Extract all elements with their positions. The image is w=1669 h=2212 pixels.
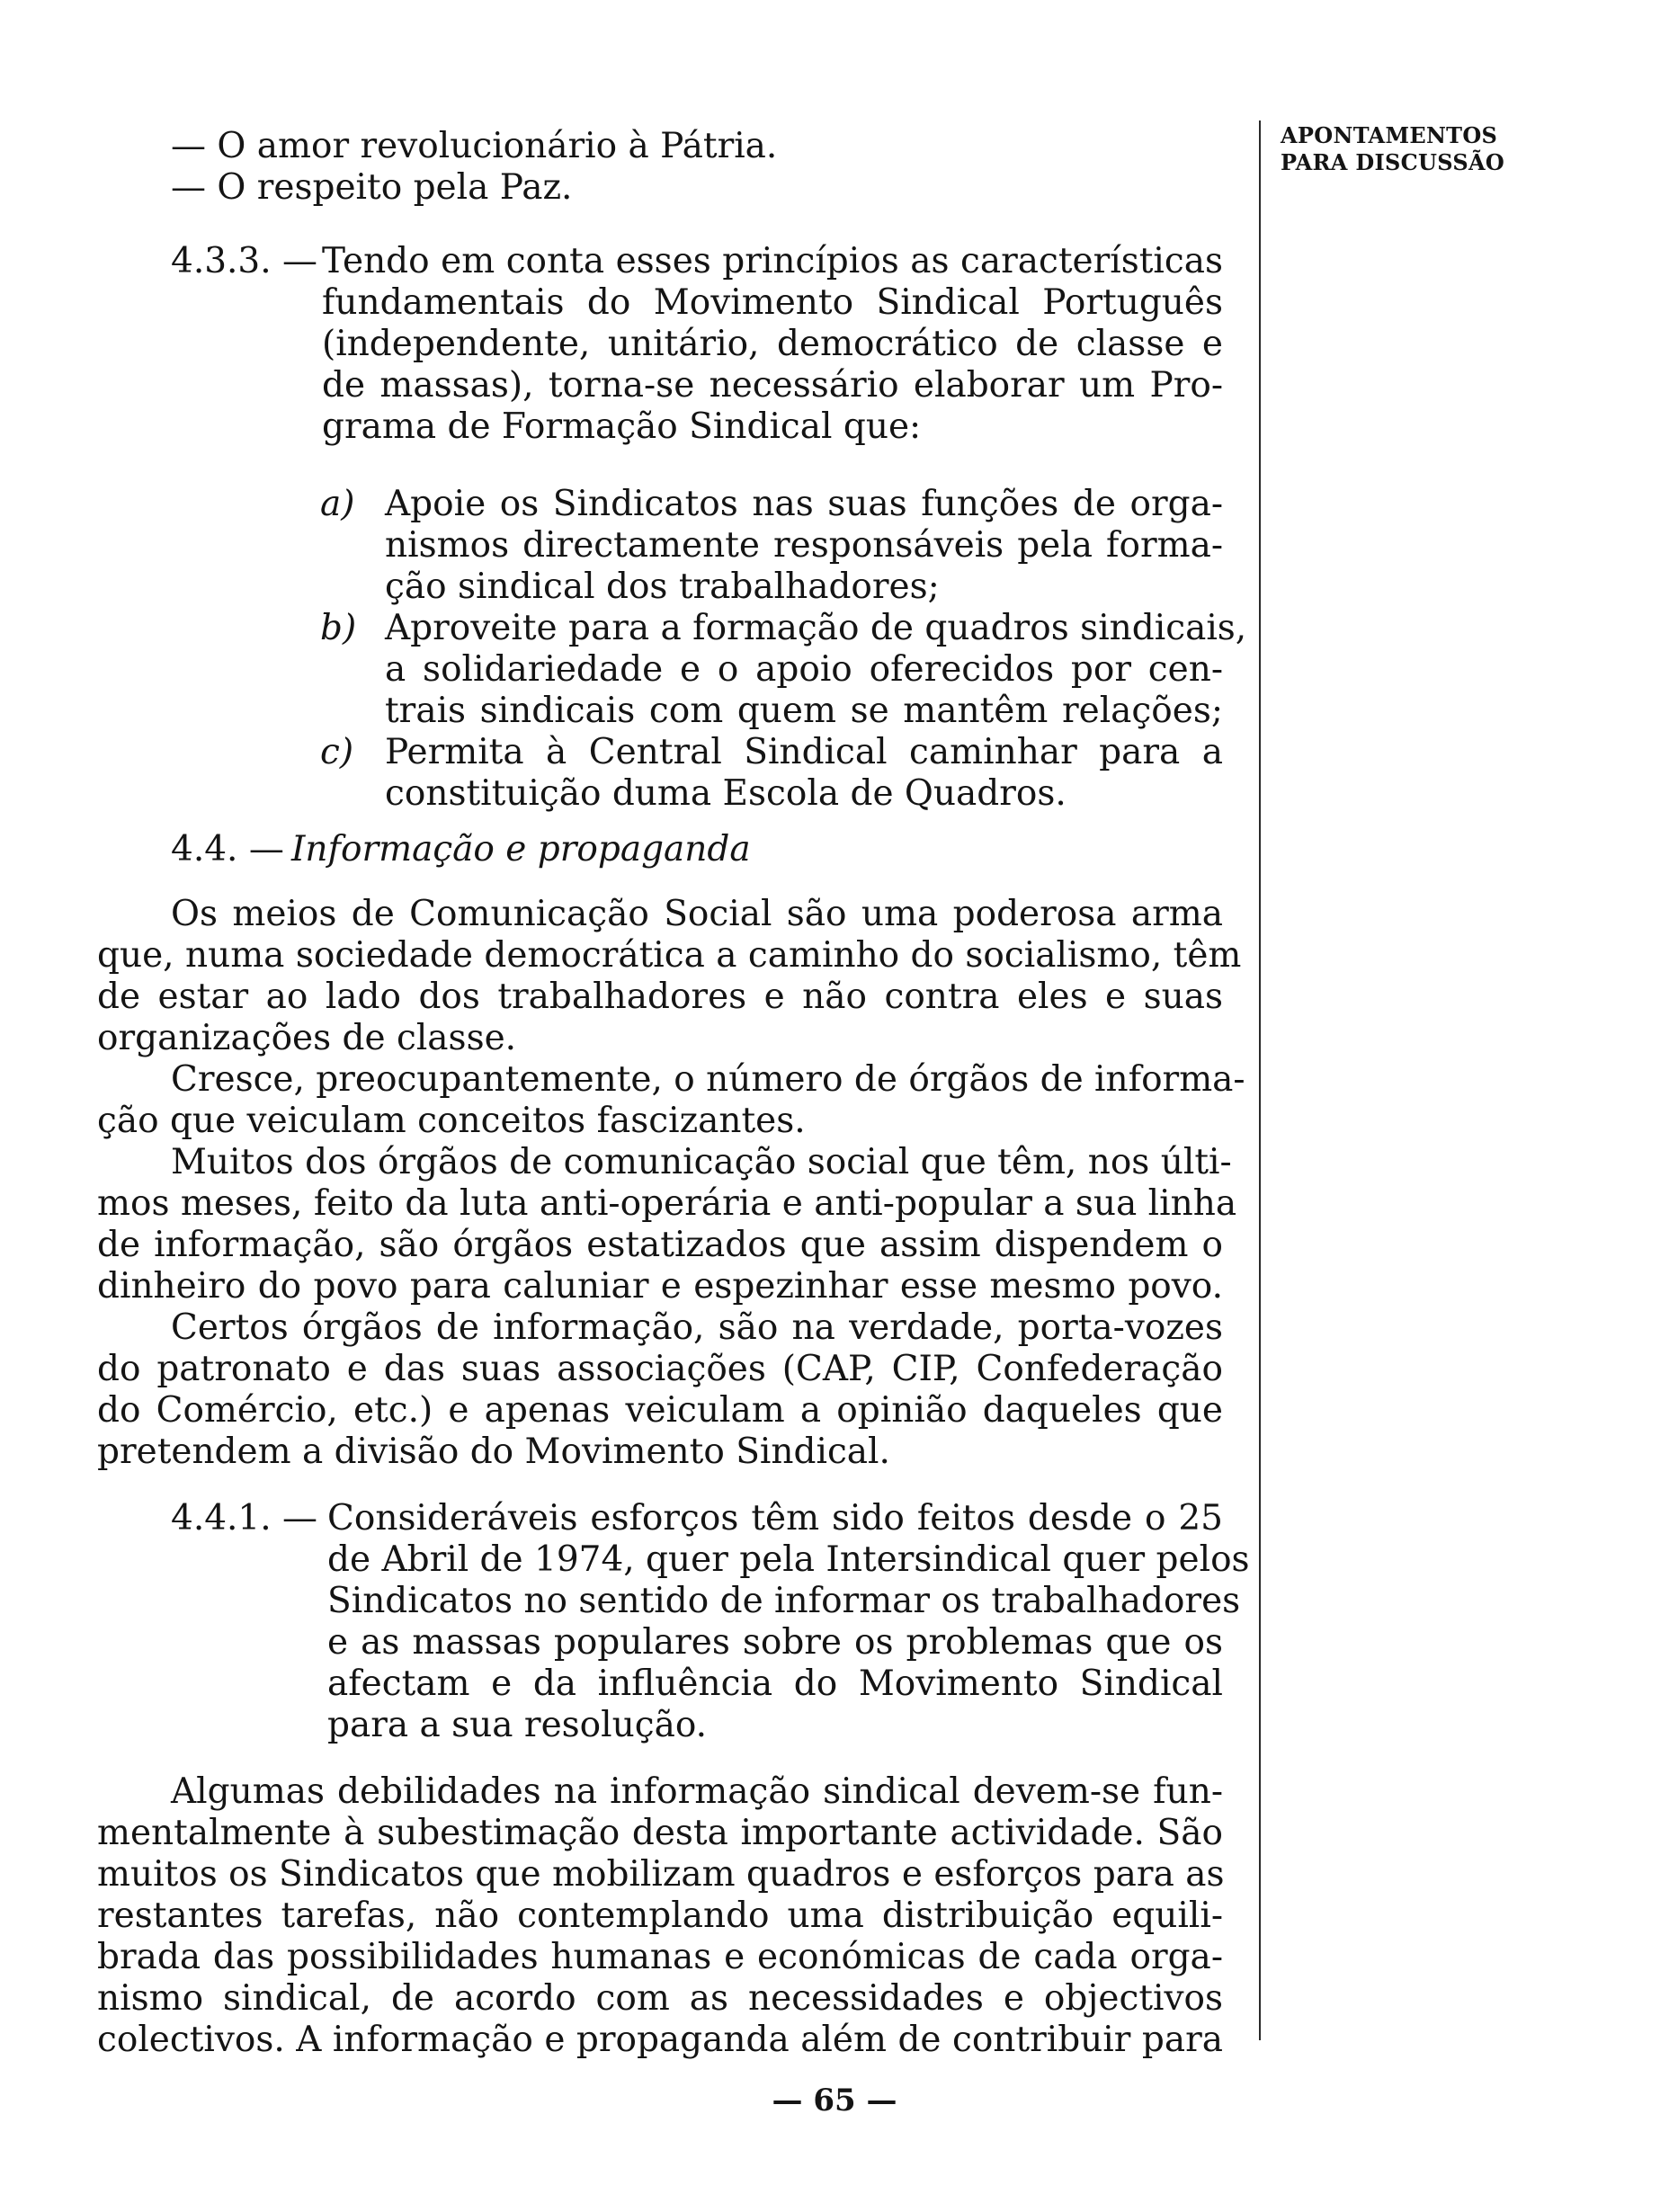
list-item-line: Aproveite para a formação de quadros sindicais, bbox=[385, 608, 1247, 648]
paragraph-line: pretendem a divisão do Movimento Sindical. bbox=[97, 1432, 890, 1472]
paragraph-line: restantes tarefas, não contemplando uma distribuição equili- bbox=[97, 1895, 1223, 1936]
list-item-line: nismos directamente responsáveis pela forma- bbox=[385, 525, 1223, 566]
list-item-line: a solidariedade e o apoio oferecidos por cen- bbox=[385, 649, 1223, 690]
paragraph-line: mentalmente à subestimação desta importante actividade. São bbox=[97, 1813, 1223, 1853]
paragraph-line: muitos os Sindicatos que mobilizam quadros e esforços para as bbox=[97, 1854, 1225, 1895]
paragraph-line: do patronato e das suas associações (CAP, CIP, Confederação bbox=[97, 1349, 1223, 1389]
principle-line: — O amor revolucionário à Pátria. bbox=[171, 126, 778, 166]
list-label-b: b) bbox=[320, 608, 357, 648]
section-number-4-4: 4.4. — bbox=[171, 829, 284, 870]
paragraph-line: Cresce, preocupantemente, o número de órgãos de informa- bbox=[171, 1059, 1245, 1100]
paragraph-line: de estar ao lado dos trabalhadores e não contra eles e suas bbox=[97, 977, 1223, 1017]
paragraph-line: mos meses, feito da luta anti-operária e anti-popular a sua linha bbox=[97, 1183, 1237, 1224]
margin-note-line-1: APONTAMENTOS bbox=[1281, 122, 1498, 148]
paragraph-line: fundamentais do Movimento Sindical Português bbox=[322, 282, 1223, 323]
paragraph-line: ção que veiculam conceitos fascizantes. bbox=[97, 1101, 806, 1141]
paragraph-line: (independente, unitário, democrático de classe e bbox=[322, 324, 1223, 364]
paragraph-line: colectivos. A informação e propaganda além de contribuir para bbox=[97, 2020, 1223, 2060]
paragraph-line: organizações de classe. bbox=[97, 1018, 517, 1058]
list-item-line: constituição duma Escola de Quadros. bbox=[385, 773, 1067, 814]
margin-note-line-2: PARA DISCUSSÃO bbox=[1281, 149, 1505, 175]
paragraph-line: Tendo em conta esses princípios as características bbox=[322, 241, 1223, 281]
paragraph-line: Consideráveis esforços têm sido feitos desde o 25 bbox=[327, 1498, 1223, 1539]
paragraph-line: grama de Formação Sindical que: bbox=[322, 406, 922, 447]
list-item-line: Permita à Central Sindical caminhar para a bbox=[385, 732, 1223, 772]
paragraph-line: de Abril de 1974, quer pela Intersindical quer pelos bbox=[327, 1539, 1250, 1580]
paragraph-line: de informação, são órgãos estatizados que assim dispendem o bbox=[97, 1225, 1223, 1265]
margin-rule bbox=[1259, 120, 1261, 2040]
paragraph-line: Algumas debilidades na informação sindical devem-se fun- bbox=[171, 1771, 1223, 1812]
list-item-line: Apoie os Sindicatos nas suas funções de orga- bbox=[385, 484, 1223, 524]
page-number: — 65 — bbox=[772, 2083, 897, 2118]
paragraph-line: Muitos dos órgãos de comunicação social que têm, nos últi- bbox=[171, 1142, 1232, 1182]
paragraph-line: afectam e da influência do Movimento Sindical bbox=[327, 1663, 1223, 1704]
paragraph-line: brada das possibilidades humanas e económicas de cada orga- bbox=[97, 1937, 1223, 1977]
paragraph-line: dinheiro do povo para caluniar e espezinhar esse mesmo povo. bbox=[97, 1266, 1223, 1307]
list-label-c: c) bbox=[320, 732, 354, 772]
paragraph-line: do Comércio, etc.) e apenas veiculam a opinião daqueles que bbox=[97, 1390, 1223, 1431]
paragraph-line: Os meios de Comunicação Social são uma poderosa arma bbox=[171, 894, 1223, 934]
list-item-line: trais sindicais com quem se mantêm relações; bbox=[385, 691, 1223, 731]
list-item-line: ção sindical dos trabalhadores; bbox=[385, 566, 940, 607]
paragraph-line: de massas), torna-se necessário elaborar um Pro- bbox=[322, 365, 1223, 406]
section-number-4-3-3: 4.3.3. — bbox=[171, 241, 318, 281]
paragraph-line: que, numa sociedade democrática a caminho do socialismo, têm bbox=[97, 935, 1242, 976]
paragraph-line: nismo sindical, de acordo com as necessidades e objectivos bbox=[97, 1978, 1223, 2019]
paragraph-line: Certos órgãos de informação, são na verdade, porta-vozes bbox=[171, 1307, 1223, 1348]
section-number-4-4-1: 4.4.1. — bbox=[171, 1498, 318, 1539]
section-title-4-4: Informação e propaganda bbox=[291, 829, 751, 870]
paragraph-line: e as massas populares sobre os problemas que os bbox=[327, 1622, 1223, 1663]
margin-note bbox=[1281, 122, 1550, 176]
paragraph-line: para a sua resolução. bbox=[327, 1705, 708, 1745]
paragraph-line: Sindicatos no sentido de informar os trabalhadores bbox=[327, 1581, 1241, 1621]
principle-line: — O respeito pela Paz. bbox=[171, 167, 573, 208]
list-label-a: a) bbox=[320, 484, 355, 524]
